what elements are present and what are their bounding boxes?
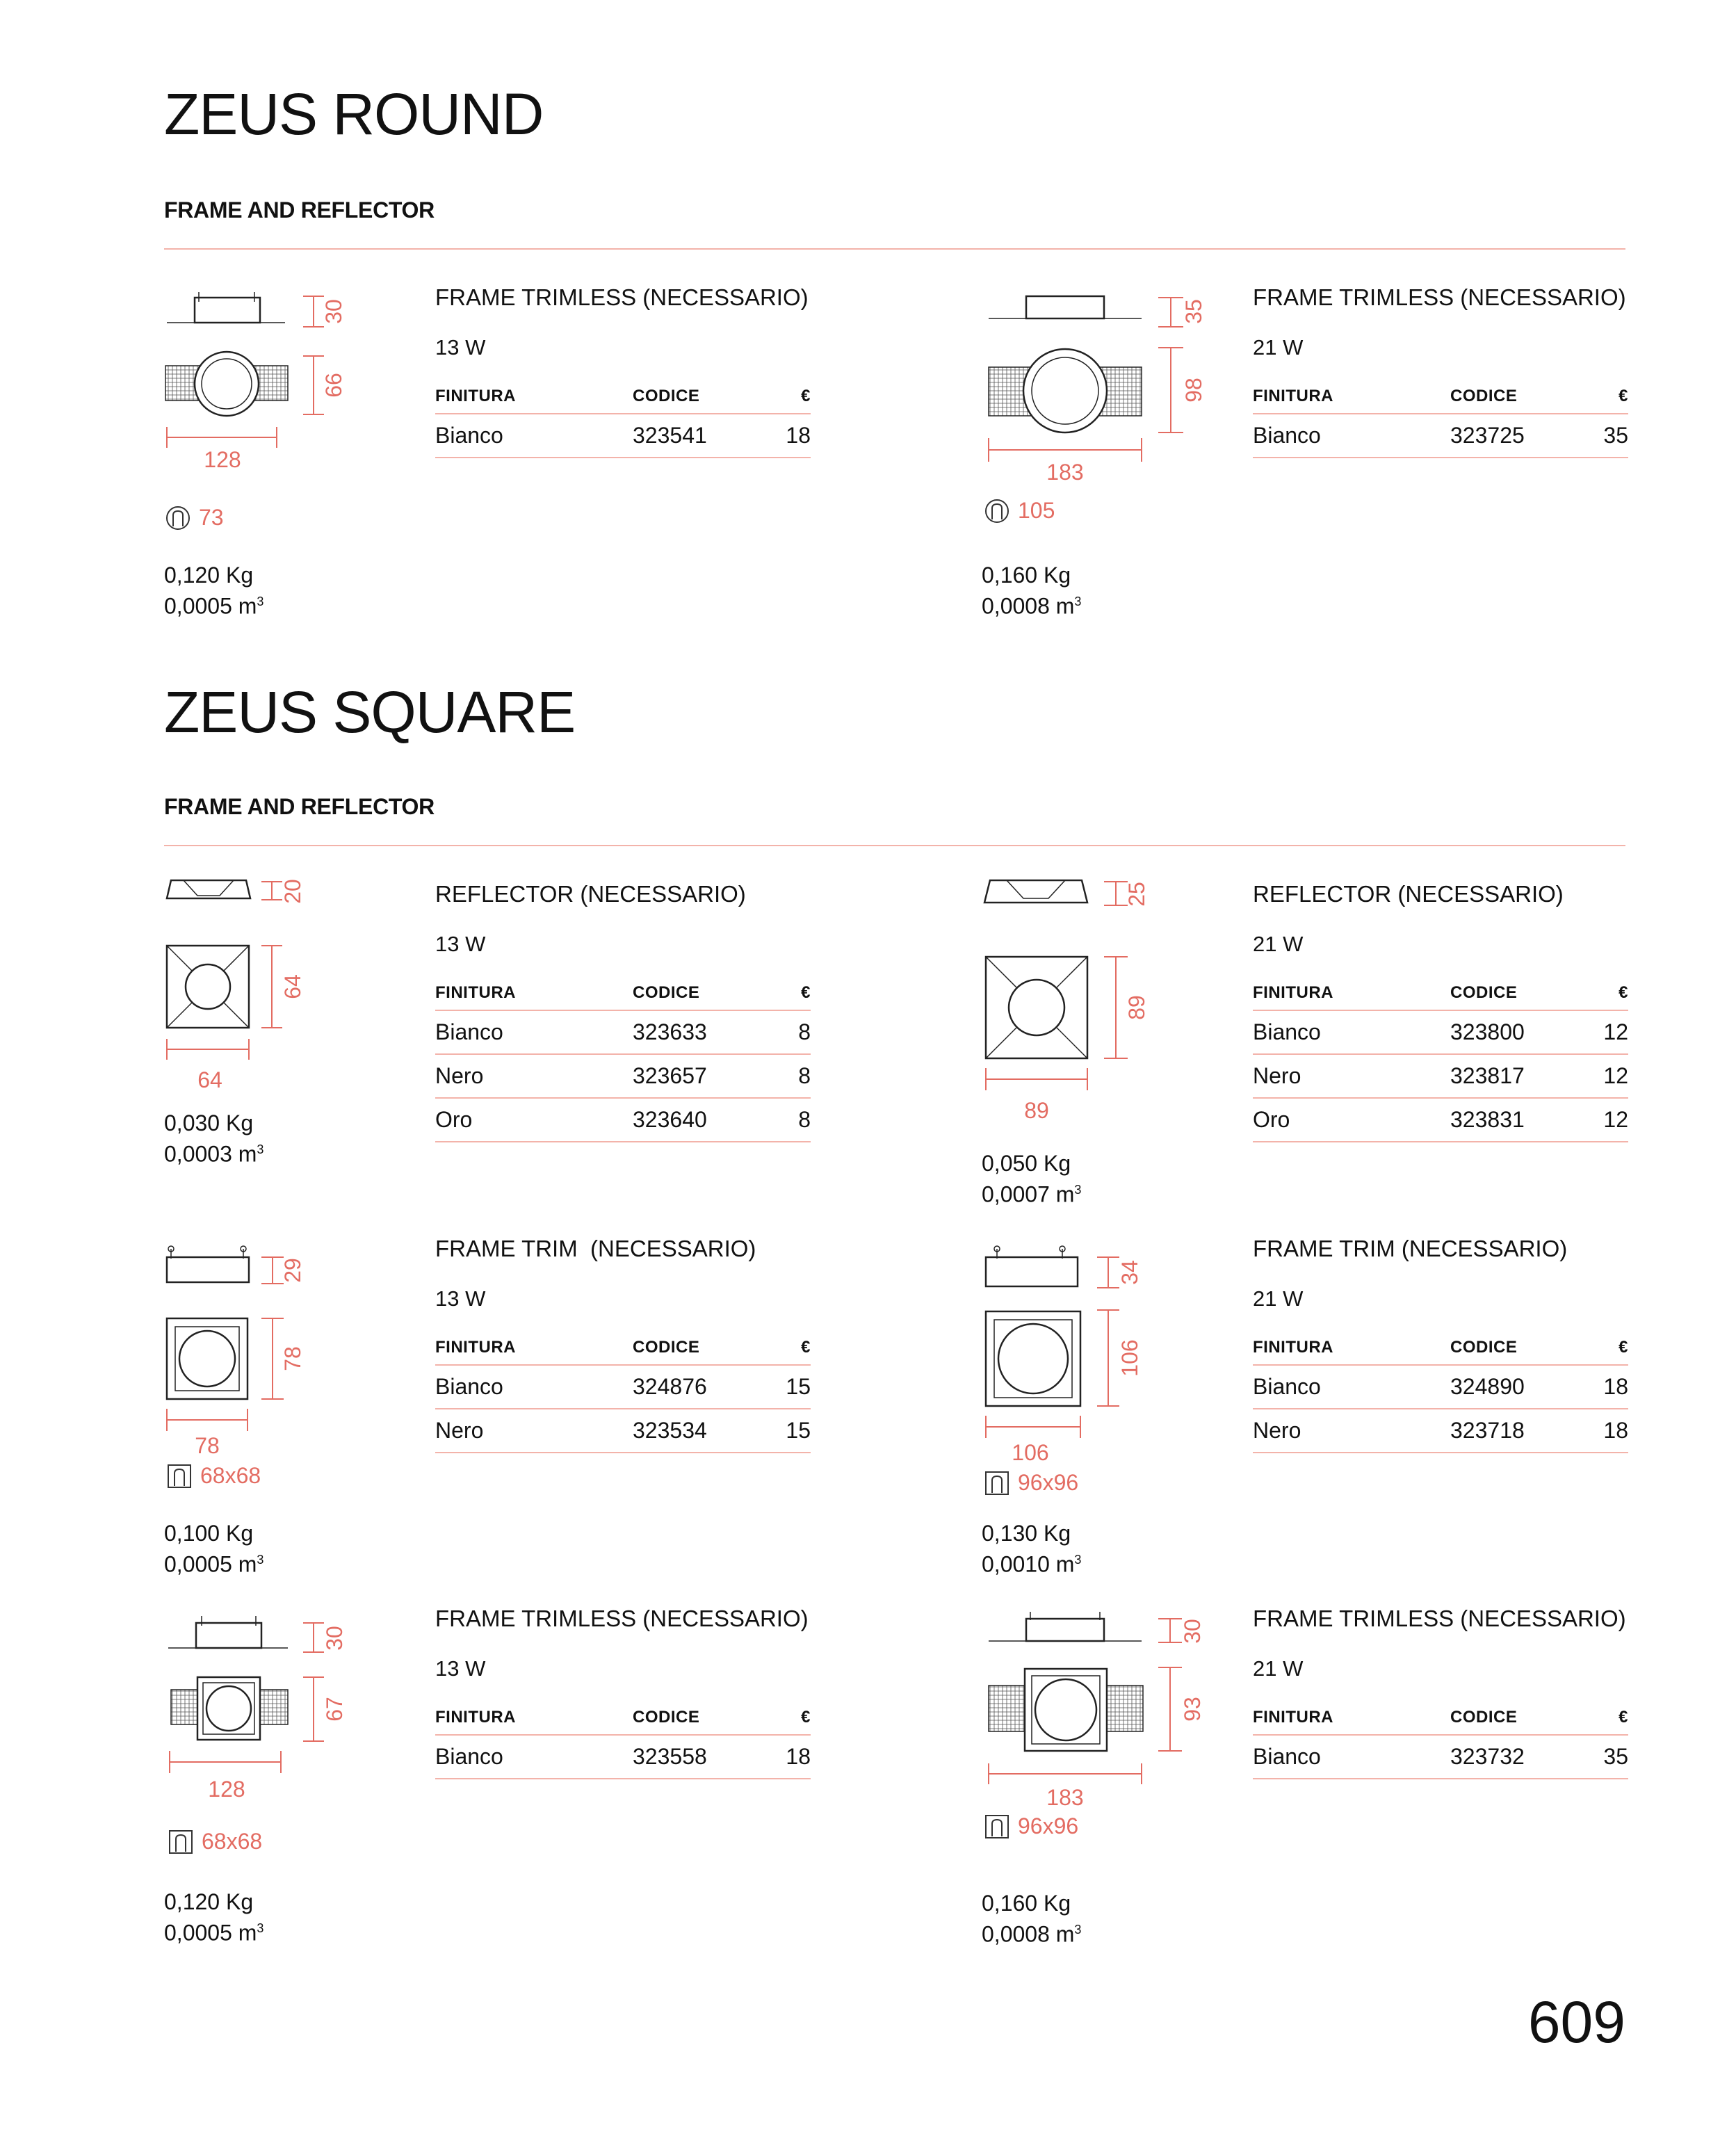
dim-depth: 78 — [280, 1346, 305, 1371]
volume: 0,0005 m — [164, 1551, 257, 1577]
cell-finish: Oro — [435, 1098, 633, 1142]
table-row — [435, 414, 811, 458]
cutout-size: 68x68 — [200, 1463, 261, 1488]
cutout-size: 96x96 — [1018, 1813, 1079, 1838]
dim-depth: 93 — [1180, 1697, 1205, 1722]
cell-finish: Nero — [435, 1409, 633, 1453]
volume-exponent: 3 — [1074, 1553, 1082, 1567]
dim-width: 183 — [1046, 460, 1084, 485]
table-row — [1253, 414, 1628, 458]
col-code: CODICE — [633, 983, 772, 1010]
col-code: CODICE — [1450, 983, 1589, 1010]
cell-code: 323732 — [1450, 1735, 1589, 1779]
section-subtitle: FRAME AND REFLECTOR — [164, 197, 435, 223]
product-title: REFLECTOR (NECESSARIO) — [1253, 881, 1564, 907]
cutout-info — [168, 1829, 262, 1854]
dim-depth: 64 — [280, 974, 305, 999]
weight: 0,130 Kg — [982, 1521, 1071, 1546]
cell-price: 8 — [772, 1010, 811, 1054]
product-info — [435, 284, 811, 458]
product-card — [982, 278, 1736, 633]
cutout-info — [984, 1813, 1078, 1839]
table-row — [435, 1409, 811, 1453]
volume-exponent: 3 — [257, 1142, 264, 1156]
cell-code: 324876 — [633, 1365, 772, 1409]
section-subtitle: FRAME AND REFLECTOR — [164, 794, 435, 819]
product-title: FRAME TRIMLESS (NECESSARIO) — [1253, 1606, 1626, 1631]
volume: 0,0005 m — [164, 1920, 257, 1946]
col-price: € — [772, 983, 811, 1010]
dim-height: 34 — [1117, 1260, 1142, 1285]
table-row — [435, 1054, 811, 1098]
page-number: 609 — [1527, 1989, 1625, 2055]
dim-depth: 98 — [1181, 378, 1206, 403]
volume: 0,0007 m — [982, 1181, 1075, 1207]
col-code: CODICE — [633, 387, 772, 414]
dim-height: 30 — [1180, 1619, 1205, 1644]
volume-exponent: 3 — [1074, 1923, 1082, 1937]
col-finish: FINITURA — [435, 387, 633, 414]
col-code: CODICE — [633, 1338, 772, 1365]
frame-trim-square-drawing — [164, 1229, 394, 1459]
cell-finish: Bianco — [435, 1735, 633, 1779]
cell-price: 15 — [772, 1409, 811, 1453]
dim-width: 78 — [195, 1433, 220, 1458]
col-code: CODICE — [1450, 1338, 1589, 1365]
dim-width: 128 — [204, 447, 241, 472]
product-title: FRAME TRIMLESS (NECESSARIO) — [1253, 284, 1626, 310]
cell-code: 323831 — [1450, 1098, 1589, 1142]
round-cutout-icon — [984, 499, 1009, 524]
weight: 0,160 Kg — [982, 1891, 1071, 1916]
product-wattage: 21 W — [1253, 1656, 1304, 1681]
spec-table — [435, 983, 811, 1142]
weight-volume — [164, 1520, 263, 1578]
cell-code: 323558 — [633, 1735, 772, 1779]
col-price: € — [1589, 983, 1628, 1010]
table-row — [1253, 1010, 1628, 1054]
col-price: € — [772, 1708, 811, 1735]
cell-finish: Bianco — [1253, 1735, 1450, 1779]
square-cutout-icon — [168, 1829, 193, 1854]
cell-finish: Nero — [435, 1054, 633, 1098]
table-row — [1253, 1409, 1628, 1453]
table-row — [1253, 1098, 1628, 1142]
cell-code: 323657 — [633, 1054, 772, 1098]
volume-exponent: 3 — [1074, 595, 1082, 608]
weight: 0,100 Kg — [164, 1521, 254, 1546]
dim-width: 106 — [1012, 1440, 1049, 1465]
trimless-square-drawing — [982, 1599, 1211, 1829]
square-cutout-icon — [984, 1471, 1009, 1496]
weight: 0,030 Kg — [164, 1110, 254, 1135]
product-info — [1253, 880, 1628, 1142]
volume-exponent: 3 — [257, 595, 264, 608]
section-divider — [164, 845, 1625, 846]
product-title: FRAME TRIMLESS (NECESSARIO) — [435, 284, 809, 310]
cell-finish: Oro — [1253, 1098, 1450, 1142]
col-price: € — [1589, 1338, 1628, 1365]
cell-finish: Bianco — [435, 414, 633, 458]
cell-price: 18 — [772, 1735, 811, 1779]
cell-price: 35 — [1589, 414, 1628, 458]
square-cutout-icon — [167, 1464, 192, 1489]
spec-table — [1253, 1338, 1628, 1453]
weight-volume — [982, 1520, 1081, 1578]
table-row — [435, 1010, 811, 1054]
product-wattage: 13 W — [435, 335, 486, 359]
product-card — [982, 1599, 1736, 1961]
col-price: € — [772, 387, 811, 414]
spec-table — [1253, 1708, 1628, 1779]
dim-height: 30 — [321, 299, 346, 324]
product-card — [982, 1229, 1736, 1591]
section-title-zeus-square: ZEUS SQUARE — [164, 679, 576, 745]
cutout-size: 68x68 — [202, 1829, 263, 1854]
spec-table — [435, 387, 811, 458]
weight-volume — [164, 562, 263, 620]
table-header-row — [1253, 983, 1628, 1010]
dim-width: 183 — [1046, 1785, 1084, 1810]
volume: 0,0003 m — [164, 1141, 257, 1167]
volume-exponent: 3 — [257, 1553, 264, 1567]
dim-depth: 89 — [1124, 995, 1149, 1020]
weight-volume — [982, 562, 1081, 620]
cutout-info — [165, 505, 224, 531]
frame-trim-square-drawing — [982, 1229, 1211, 1466]
cell-price: 18 — [772, 414, 811, 458]
cell-code: 323725 — [1450, 414, 1589, 458]
product-wattage: 13 W — [435, 1286, 486, 1311]
col-price: € — [1589, 1708, 1628, 1735]
volume: 0,0008 m — [982, 1921, 1075, 1947]
cell-code: 323534 — [633, 1409, 772, 1453]
col-finish: FINITURA — [435, 1708, 633, 1735]
col-price: € — [772, 1338, 811, 1365]
dim-width: 128 — [208, 1777, 245, 1802]
reflector-square-drawing — [982, 875, 1211, 1132]
product-info — [435, 1235, 811, 1453]
cell-price: 18 — [1589, 1365, 1628, 1409]
cell-price: 12 — [1589, 1054, 1628, 1098]
table-row — [1253, 1054, 1628, 1098]
product-card — [164, 278, 929, 633]
cutout-size: 96x96 — [1018, 1470, 1079, 1495]
spec-table — [1253, 983, 1628, 1142]
table-row — [435, 1098, 811, 1142]
product-wattage: 13 W — [435, 932, 486, 956]
table-header-row — [435, 1708, 811, 1735]
product-title: FRAME TRIMLESS (NECESSARIO) — [435, 1606, 809, 1631]
cutout-info — [984, 498, 1055, 524]
dim-depth: 67 — [322, 1697, 347, 1722]
spec-table — [1253, 387, 1628, 458]
table-row — [1253, 1735, 1628, 1779]
spec-table — [435, 1338, 811, 1453]
weight: 0,050 Kg — [982, 1151, 1071, 1176]
cell-price: 15 — [772, 1365, 811, 1409]
weight-volume — [982, 1150, 1081, 1208]
cell-finish: Nero — [1253, 1054, 1450, 1098]
cell-price: 35 — [1589, 1735, 1628, 1779]
cell-code: 323640 — [633, 1098, 772, 1142]
cell-finish: Nero — [1253, 1409, 1450, 1453]
product-wattage: 13 W — [435, 1656, 486, 1681]
product-wattage: 21 W — [1253, 932, 1304, 956]
cell-code: 324890 — [1450, 1365, 1589, 1409]
cell-code: 323541 — [633, 414, 772, 458]
cell-code: 323718 — [1450, 1409, 1589, 1453]
cutout-info — [984, 1470, 1078, 1496]
table-header-row — [435, 387, 811, 414]
dim-width: 64 — [197, 1067, 222, 1092]
table-header-row — [435, 983, 811, 1010]
table-row — [1253, 1365, 1628, 1409]
volume: 0,0008 m — [982, 593, 1075, 619]
cell-price: 8 — [772, 1054, 811, 1098]
cell-finish: Bianco — [1253, 1365, 1450, 1409]
col-finish: FINITURA — [435, 1338, 633, 1365]
dim-depth: 106 — [1117, 1339, 1142, 1377]
table-header-row — [435, 1338, 811, 1365]
table-header-row — [1253, 1708, 1628, 1735]
dim-width: 89 — [1024, 1098, 1049, 1123]
product-info — [1253, 1605, 1628, 1779]
dim-height: 35 — [1181, 299, 1206, 324]
reflector-square-drawing — [164, 875, 394, 1097]
col-finish: FINITURA — [1253, 387, 1450, 414]
cell-code: 323633 — [633, 1010, 772, 1054]
trimless-round-drawing — [164, 278, 394, 487]
product-info — [435, 1605, 811, 1779]
dim-height: 20 — [280, 879, 305, 904]
col-price: € — [1589, 387, 1628, 414]
weight-volume — [164, 1110, 263, 1167]
section-divider — [164, 248, 1625, 250]
volume: 0,0010 m — [982, 1551, 1075, 1577]
product-info — [1253, 284, 1628, 458]
square-cutout-icon — [984, 1814, 1009, 1839]
cutout-info — [167, 1463, 261, 1489]
table-header-row — [1253, 1338, 1628, 1365]
volume: 0,0005 m — [164, 593, 257, 619]
col-code: CODICE — [633, 1708, 772, 1735]
cutout-size: 73 — [199, 505, 224, 530]
table-row — [435, 1735, 811, 1779]
dim-depth: 66 — [321, 373, 346, 398]
weight: 0,120 Kg — [164, 563, 254, 588]
col-finish: FINITURA — [1253, 1338, 1450, 1365]
product-title: FRAME TRIM (NECESSARIO) — [435, 1236, 756, 1261]
product-wattage: 21 W — [1253, 335, 1304, 359]
table-row — [435, 1365, 811, 1409]
spec-table — [435, 1708, 811, 1779]
col-code: CODICE — [1450, 387, 1589, 414]
cell-price: 12 — [1589, 1010, 1628, 1054]
dim-height: 25 — [1124, 882, 1149, 907]
cell-price: 12 — [1589, 1098, 1628, 1142]
cell-price: 18 — [1589, 1409, 1628, 1453]
col-code: CODICE — [1450, 1708, 1589, 1735]
cell-finish: Bianco — [435, 1365, 633, 1409]
weight-volume — [164, 1889, 263, 1946]
weight-volume — [982, 1890, 1081, 1948]
dim-height: 29 — [280, 1258, 305, 1283]
trimless-square-drawing — [164, 1599, 394, 1829]
cell-code: 323817 — [1450, 1054, 1589, 1098]
product-title: REFLECTOR (NECESSARIO) — [435, 881, 746, 907]
col-finish: FINITURA — [1253, 983, 1450, 1010]
cell-finish: Bianco — [435, 1010, 633, 1054]
product-card — [982, 875, 1736, 1222]
weight: 0,160 Kg — [982, 563, 1071, 588]
product-info — [435, 880, 811, 1142]
col-finish: FINITURA — [435, 983, 633, 1010]
round-cutout-icon — [165, 506, 190, 531]
product-title: FRAME TRIM (NECESSARIO) — [1253, 1236, 1568, 1261]
product-card — [164, 875, 929, 1181]
trimless-round-drawing — [982, 278, 1211, 508]
volume-exponent: 3 — [257, 1921, 264, 1935]
cutout-size: 105 — [1018, 498, 1055, 523]
cell-price: 8 — [772, 1098, 811, 1142]
product-info — [1253, 1235, 1628, 1453]
product-card — [164, 1229, 929, 1591]
cell-code: 323800 — [1450, 1010, 1589, 1054]
table-header-row — [1253, 387, 1628, 414]
col-finish: FINITURA — [1253, 1708, 1450, 1735]
volume-exponent: 3 — [1074, 1183, 1082, 1197]
dim-height: 30 — [322, 1626, 347, 1651]
weight: 0,120 Kg — [164, 1889, 254, 1914]
product-wattage: 21 W — [1253, 1286, 1304, 1311]
product-card — [164, 1599, 929, 1961]
section-title-zeus-round: ZEUS ROUND — [164, 81, 544, 147]
cell-finish: Bianco — [1253, 1010, 1450, 1054]
cell-finish: Bianco — [1253, 414, 1450, 458]
